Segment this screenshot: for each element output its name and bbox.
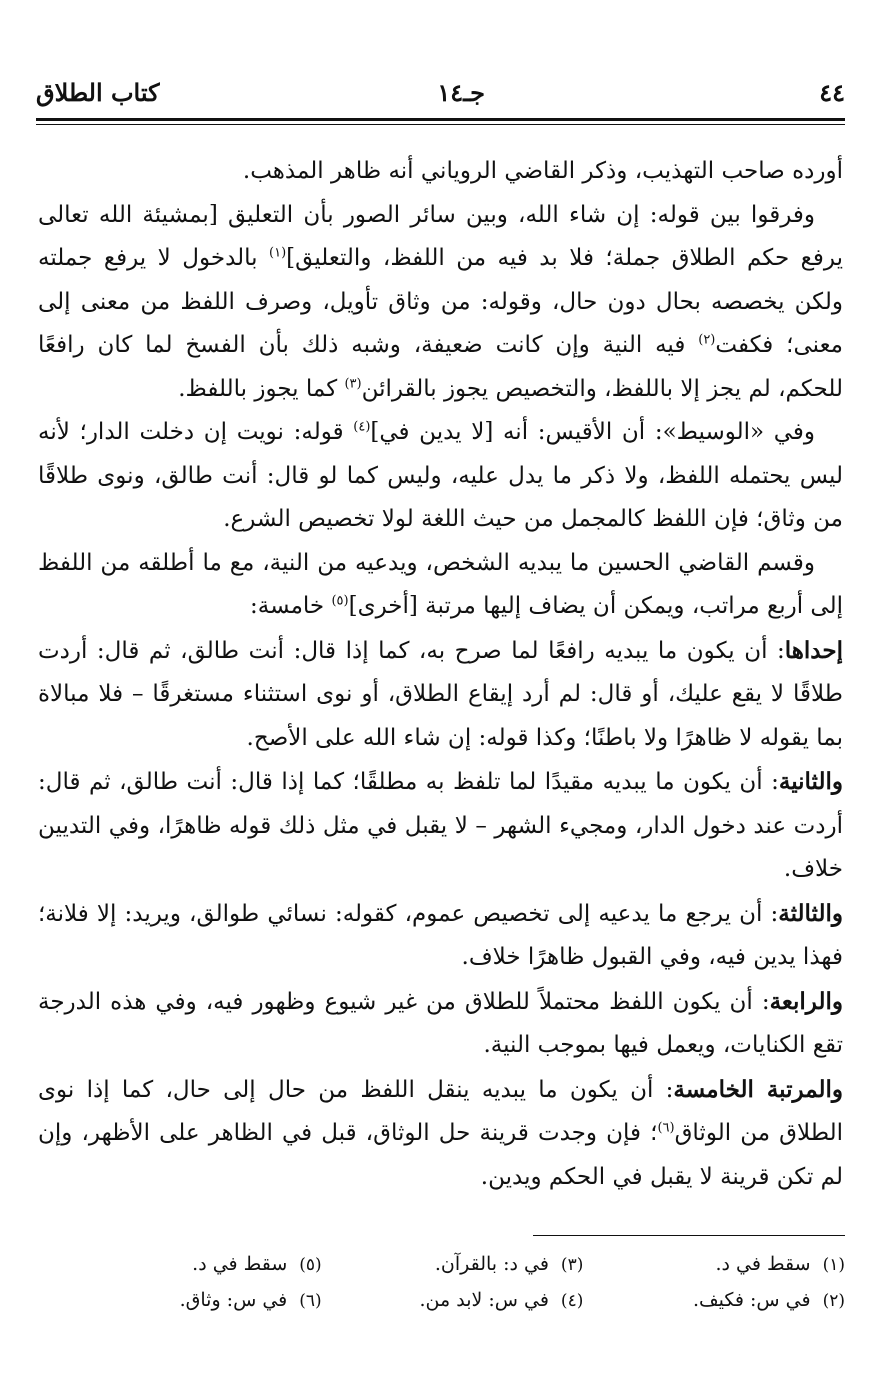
paragraph-text: ؛ فإن وجدت قرينة حل الوثاق، قبل في الظاهر على الأظهر، وإن لم تكن قرينة لا يقبل في الحكم ويدين. bbox=[38, 1120, 843, 1190]
paragraph-text: بالدخول لا يرفع جملته ولكن يخصصه بحال دون حال، وقوله: من وثاق تأويل، وصرف اللفظ من معنى إلى معنى؛ فكفت bbox=[38, 245, 843, 358]
footnote-text: في س: لابد من. bbox=[419, 1289, 549, 1311]
book-title: كتاب الطلاق bbox=[36, 78, 160, 107]
footnote-text: في س: فكيف. bbox=[692, 1289, 811, 1311]
header-rule-thick bbox=[36, 118, 845, 121]
footnote-text: في د: بالقرآن. bbox=[434, 1253, 549, 1275]
footnote-text: في س: وثاق. bbox=[179, 1289, 288, 1311]
footnote bbox=[322, 1253, 584, 1275]
footnote bbox=[583, 1289, 845, 1311]
footnote bbox=[60, 1253, 322, 1275]
paragraph bbox=[38, 629, 843, 761]
footnotes bbox=[60, 1253, 845, 1311]
footnote-marker: (٥) bbox=[331, 593, 349, 609]
footnote-separator bbox=[533, 1235, 845, 1236]
paragraph-text: : أن يكون ما يبديه مقيدًا لما تلفظ به مطلقًا؛ كما إذا قال: أنت طالق، ثم قال: أردت عند دخول الدار، ومجيء الشهر – لا يقبل في مثل ذلك قوله ظاهرًا، وفي التديين خلاف. bbox=[38, 769, 843, 882]
paragraph-text: : أن يكون ما يبديه رافعًا لما صرح به، كما إذا قال: أنت طالق، ثم قال: أردت طلاقًا لا يقع عليك، أو قال: لم أرد إيقاع الطلاق، أو نوى استثناء مستغرقًا – فلا مبالاة بما يقوله لا ظاهرًا ولا باطنًا؛ وكذا قوله: إن شاء الله على الأصح. bbox=[38, 637, 843, 751]
footnote-number: (٣) bbox=[560, 1255, 584, 1275]
paragraph bbox=[38, 980, 843, 1068]
paragraph-text: وفرقوا بين قوله: إن شاء الله، وبين سائر الصور بأن التعليق [بمشيئة الله تعالى يرفع حكم الطلاق جملة؛ فلا بد فيه من اللفظ، والتعليق] bbox=[38, 201, 843, 271]
paragraph bbox=[38, 892, 843, 980]
body-text bbox=[38, 150, 843, 1199]
footnote-marker: (١) bbox=[269, 245, 287, 261]
paragraph-text: خامسة: bbox=[250, 593, 332, 619]
section-heading: والمرتبة الخامسة bbox=[673, 1075, 844, 1103]
footnote-number: (١) bbox=[822, 1255, 845, 1275]
section-heading: والثانية bbox=[778, 768, 843, 795]
paragraph-text: قوله: نويت إن دخلت الدار؛ لأنه ليس يحتمله اللفظ، ولا ذكر ما يدل عليه، وليس كما لو قال: أنت طالق، ونوى طلاقًا من وثاق؛ فإن اللفظ كالمجمل من حيث اللغة لولا تخصيص الشرع. bbox=[38, 419, 843, 532]
footnote-number: (٥) bbox=[299, 1255, 322, 1275]
footnote-number: (٢) bbox=[822, 1291, 845, 1311]
paragraph bbox=[38, 1068, 843, 1200]
volume-number: جـ١٤ bbox=[437, 78, 485, 107]
page-number: ٤٤ bbox=[819, 78, 845, 107]
paragraph bbox=[38, 194, 843, 412]
footnote-marker: (٦) bbox=[657, 1120, 675, 1136]
paragraph-text: وقسم القاضي الحسين ما يبديه الشخص، ويدعيه من النية، مع ما أطلقه من اللفظ إلى أربع مراتب، ويمكن أن يضاف إليها مرتبة [أخرى] bbox=[38, 549, 843, 619]
paragraph-text: : أن يكون ما يبديه ينقل اللفظ من حال إلى حال، كما إذا نوى الطلاق من الوثاق bbox=[38, 1076, 843, 1146]
section-heading: والرابعة bbox=[769, 987, 843, 1015]
header-rule-thin bbox=[36, 124, 845, 125]
footnote-text: سقط في د. bbox=[192, 1253, 288, 1275]
paragraph-text: : أن يكون اللفظ محتملاً للطلاق من غير شيوع وظهور فيه، وفي هذه الدرجة تقع الكنايات، ويعمل فيها بموجب النية. bbox=[38, 988, 843, 1058]
section-heading: إحداها bbox=[784, 636, 843, 664]
paragraph bbox=[38, 542, 843, 629]
footnote-marker: (٤) bbox=[353, 419, 371, 435]
footnote-marker: (٣) bbox=[344, 375, 362, 391]
footnote-marker: (٢) bbox=[698, 332, 716, 348]
footnote-number: (٦) bbox=[299, 1291, 322, 1311]
footnote-text: سقط في د. bbox=[715, 1253, 811, 1275]
footnote bbox=[60, 1289, 322, 1311]
paragraph bbox=[38, 411, 843, 542]
paragraph-text: : أن يرجع ما يدعيه إلى تخصيص عموم، كقوله: نسائي طوالق، ويريد: إلا فلانة؛ فهذا يدين فيه، وفي القبول ظاهرًا خلاف. bbox=[38, 900, 843, 970]
footnote bbox=[583, 1253, 845, 1275]
paragraph-text: أورده صاحب التهذيب، وذكر القاضي الروياني أنه ظاهر المذهب. bbox=[242, 158, 843, 184]
paragraph-text: وفي «الوسيط»: أن الأقيس: أنه [لا يدين في] bbox=[370, 419, 816, 445]
footnote bbox=[322, 1289, 584, 1311]
paragraph-text: فيه النية وإن كانت ضعيفة، وشبه ذلك بأن الفسخ لما كان رافعًا للحكم، لم يجز إلا باللفظ، والتخصيص يجوز بالقرائن bbox=[38, 332, 843, 402]
footnote-number: (٤) bbox=[560, 1291, 584, 1311]
section-heading: والثالثة bbox=[778, 899, 843, 927]
paragraph bbox=[38, 150, 843, 194]
paragraph-text: كما يجوز باللفظ. bbox=[178, 375, 345, 402]
running-header bbox=[36, 78, 845, 112]
paragraph bbox=[38, 760, 843, 892]
